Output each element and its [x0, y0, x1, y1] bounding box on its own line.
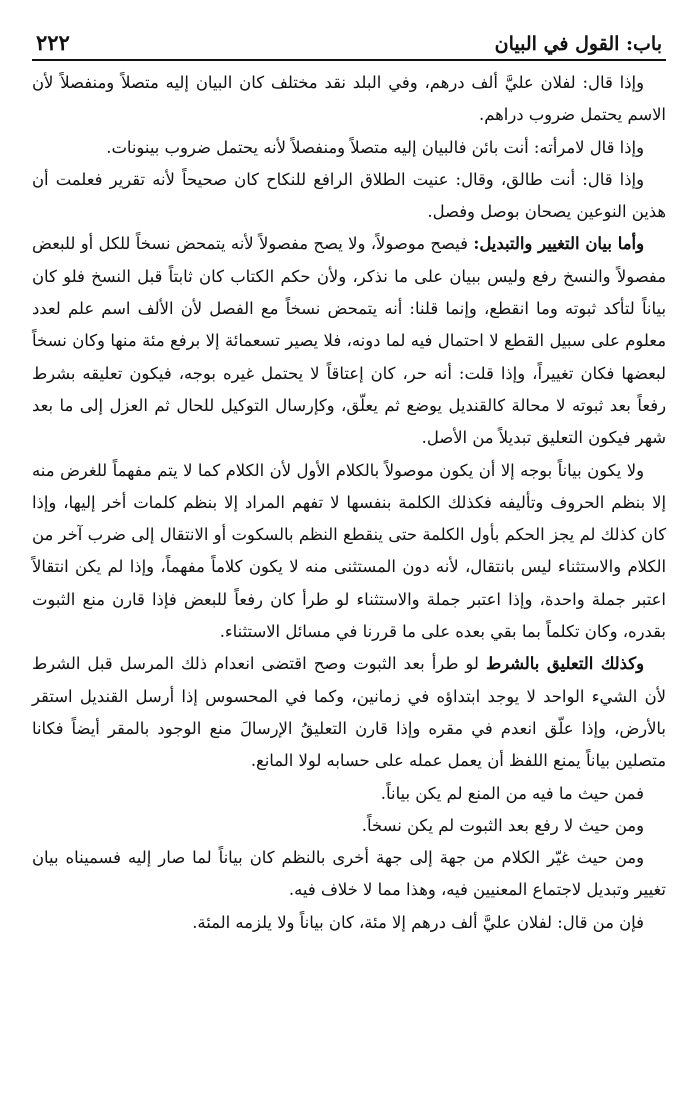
paragraph-5: ولا يكون بياناً بوجه إلا أن يكون موصولاً بالكلام الأول لأن الكلام كما لا يتم مفهماً للغرض منه إلا بنظم الحروف وتأليفه فكذلك الكلمة بنفسها لا تفهم المراد إلا بنظم كلمات أخر إليها، وإذا كان كذلك لم يجز الحكم بأول الكلمة حتى ينقطع النظم بالسكوت أو الانتقال إلى ضرب آخر من الكلام والاستثناء ليس بانتقال، لأنه دون المستثنى منه لا يكون كلاماً مفهماً، وإذا لم يكن انتقالاً اعتبر جملة واحدة، وإذا اعتبر جملة والاستثناء لو طرأ كان رفعاً للبعض فإذا قارن منع الثبوت بقدره، وكان تكلماً بما بقي بعده على ما قررنا في مسائل الاستثناء.: [32, 460, 666, 642]
running-header: [32, 30, 666, 61]
paragraph-9: ومن حيث غيّر الكلام من جهة إلى جهة أخرى بالنظم كان بياناً لما صار إليه فسميناه بيان تغيير وتبديل لاجتماع المعنيين فيه، وهذا مما لا خلاف فيه.: [32, 848, 666, 900]
page-number: ٢٢٢: [36, 30, 70, 55]
chapter-title: باب: القول في البيان: [494, 33, 662, 55]
section-heading-taliq: وكذلك التعليق بالشرط: [485, 654, 644, 674]
paragraph-10: فإن من قال: لفلان عليَّ ألف درهم إلا مئة، كان بياناً ولا يلزمه المئة.: [192, 912, 644, 932]
page-body: [32, 67, 666, 939]
section-heading-taghyir: وأما بيان التغيير والتبديل:: [473, 234, 644, 254]
paragraph-8: ومن حيث لا رفع بعد الثبوت لم يكن نسخاً.: [361, 815, 644, 835]
paragraph-4: وأما بيان التغيير والتبديل: فيصح موصولاً، ولا يصح مفصولاً لأنه يتمحض نسخاً للكل أو للبعض مفصولاً والنسخ رفع وليس ببيان على ما نذكر، ولأن حكم الكتاب كان ثابتاً قبل النسخ فلو كان بياناً لتأكد ثبوته وما انقطع، وإنما قلنا: أنه يتمحض نسخاً مع الفصل لأن الألف اسم علم لعدد معلوم على سبيل القطع لا احتمال فيه لما دونه، فلا يصير تسعمائة إلا برفع مئة منها وكان نسخاً لبعضها فكان تغييراً، وإذا قلت: أنه حر، كان إعتاقاً لا يحتمل غيره بوجه، فيكون تعليقه بشرط رفعاً بعد ثبوته لا محالة كالقنديل يوضع ثم يعلّق، وكإرسال التوكيل للحال ثم العزل إلى ما بعد شهر فيكون التعليق تبديلاً من الأصل.: [32, 234, 666, 448]
paragraph-3: وإذا قال: أنت طالق، وقال: عنيت الطلاق الرافع للنكاح كان صحيحاً لأنه تقرير فعلمت أن هذين النوعين يصحان بوصل وفصل.: [32, 169, 666, 222]
paragraph-6: وكذلك التعليق بالشرط لو طرأ بعد الثبوت وصح اقتضى انعدام ذلك المرسل قبل الشرط لأن الشيء الواحد لا يوجد ابتداؤه في زمانين، وكما في المحسوس إذا أرسل القنديل استقر بالأرض، وإذا علّق انعدم في مقره وإذا قارن التعليقُ الإرسالَ منع الوجود بالمقر أيضاً فكانا متصلين بياناً يمنع اللفظ أن يعمل عمله على حسابه لولا المانع.: [32, 654, 666, 771]
paragraph-2: وإذا قال لامرأته: أنت بائن فالبيان إليه متصلاً ومنفصلاً لأنه يحتمل ضروب بينونات.: [106, 137, 644, 157]
paragraph-7: فمن حيث ما فيه من المنع لم يكن بياناً.: [380, 783, 644, 803]
paragraph-1: وإذا قال: لفلان عليَّ ألف درهم، وفي البلد نقد مختلف كان البيان إليه متصلاً ومنفصلاً لأن الاسم يحتمل ضروب دراهم.: [32, 73, 666, 125]
